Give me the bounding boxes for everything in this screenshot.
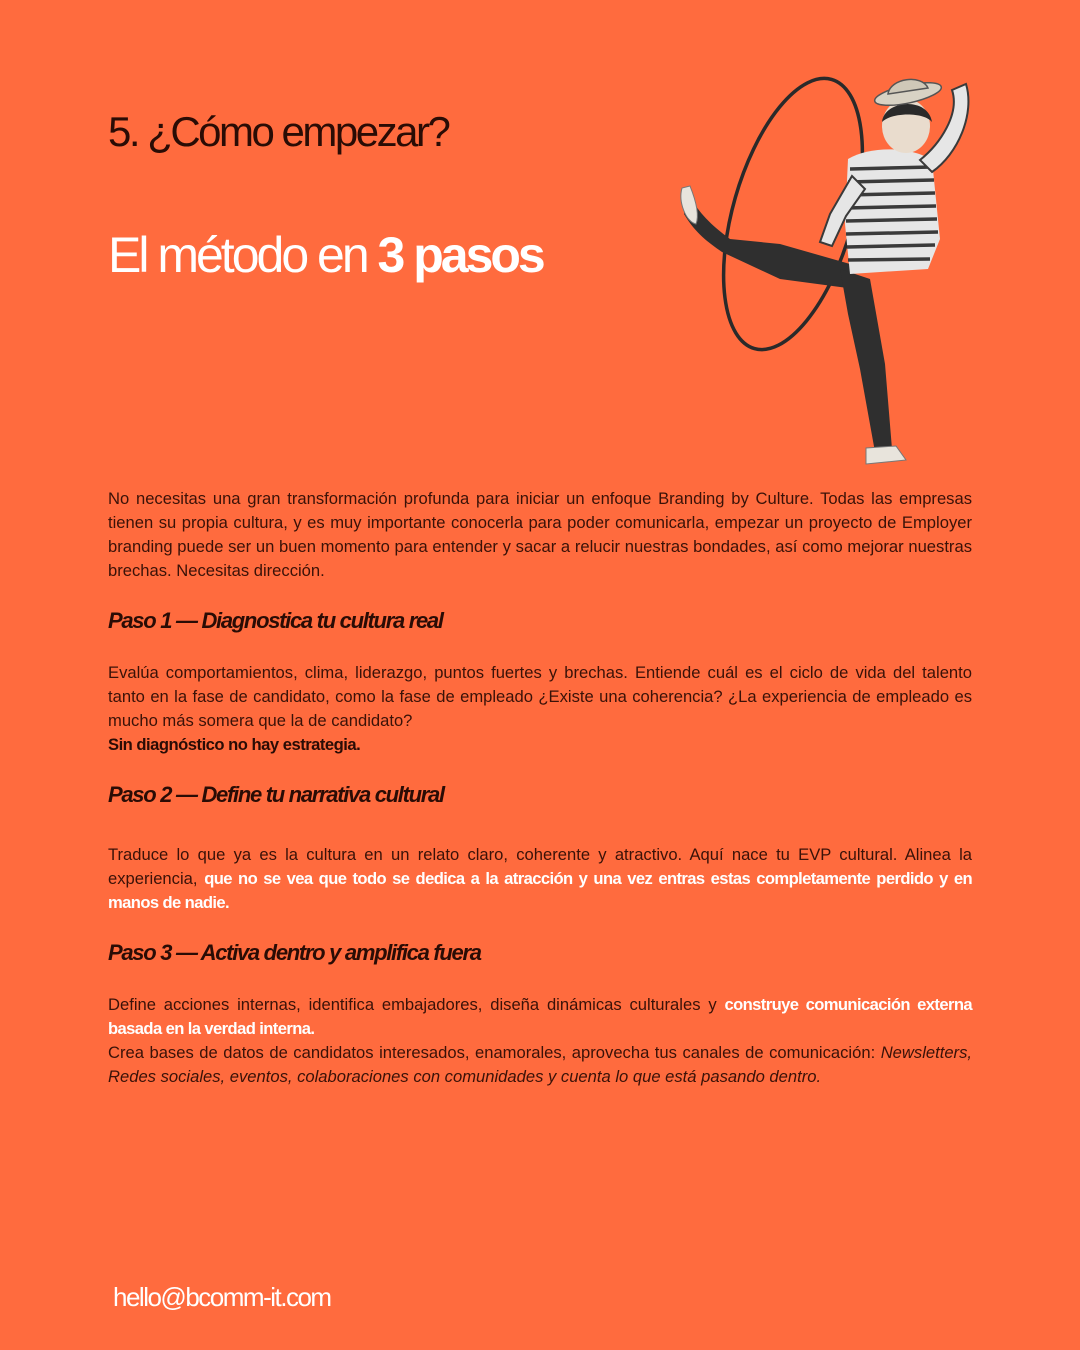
step-2-highlight: que no se vea que todo se dedica a la atracción y una vez entras estas completamente perdido y en manos de nadie. [108,869,972,912]
contact-email: hello@bcomm-it.com [113,1282,331,1312]
hula-hoop-woman-photo [670,64,990,476]
headline-prefix: El método en [108,227,378,283]
headline [108,226,543,284]
step-1-body: Evalúa comportamientos, clima, liderazgo, puntos fuertes y brechas. Entiende cuál es el ciclo de vida del talento tanto en la fase de candidato, como la fase de empleado ¿Existe una coherencia? ¿La experiencia de empleado es mucho más somera que la de candidato? [108,663,972,730]
step-1-title: Paso 1 — Diagnostica tu cultura real [108,608,443,633]
content [108,487,972,1089]
step-3 [108,941,972,1089]
step-3-text: Define acciones internas, identifica embajadores, diseña dinámicas culturales y [108,995,725,1014]
step-2-text: Traduce lo que ya es la cultura en un relato claro, coherente y atractivo. Aquí nace tu EVP cultural. Alinea la experiencia, [108,845,972,888]
step-3-body-2 [108,1041,972,1089]
headline-bold: 3 pasos [377,227,543,283]
step-2-body [108,843,972,915]
intro-paragraph: No necesitas una gran transformación profunda para iniciar un enfoque Branding by Culture. Todas las empresas tienen su propia cultura, y es muy importante conocerla para poder comunicarla, empezar un proyecto de Employer branding puede ser un buen momento para entender y sacar a relucir nuestras bondades, así como mejorar nuestras brechas. Necesitas dirección. [108,489,972,580]
step-1-closing: Sin diagnóstico no hay estrategia. [108,735,361,754]
step-2-title: Paso 2 — Define tu narrativa cultural [108,782,444,807]
step-3-title: Paso 3 — Activa dentro y amplifica fuera [108,940,481,965]
section-title: 5. ¿Cómo empezar? [108,108,449,155]
step-3-highlight: construye comunicación externa basada en la verdad interna. [108,995,973,1038]
step-2 [108,783,972,915]
step-3-text-2: Crea bases de datos de candidatos interesados, enamorales, aprovecha tus canales de comunicación: [108,1043,881,1062]
step-3-body [108,993,972,1041]
step-1 [108,609,972,757]
step-3-channels: Newsletters, Redes sociales, eventos, colaboraciones con comunidades y cuenta lo que está pasando dentro. [108,1043,972,1086]
